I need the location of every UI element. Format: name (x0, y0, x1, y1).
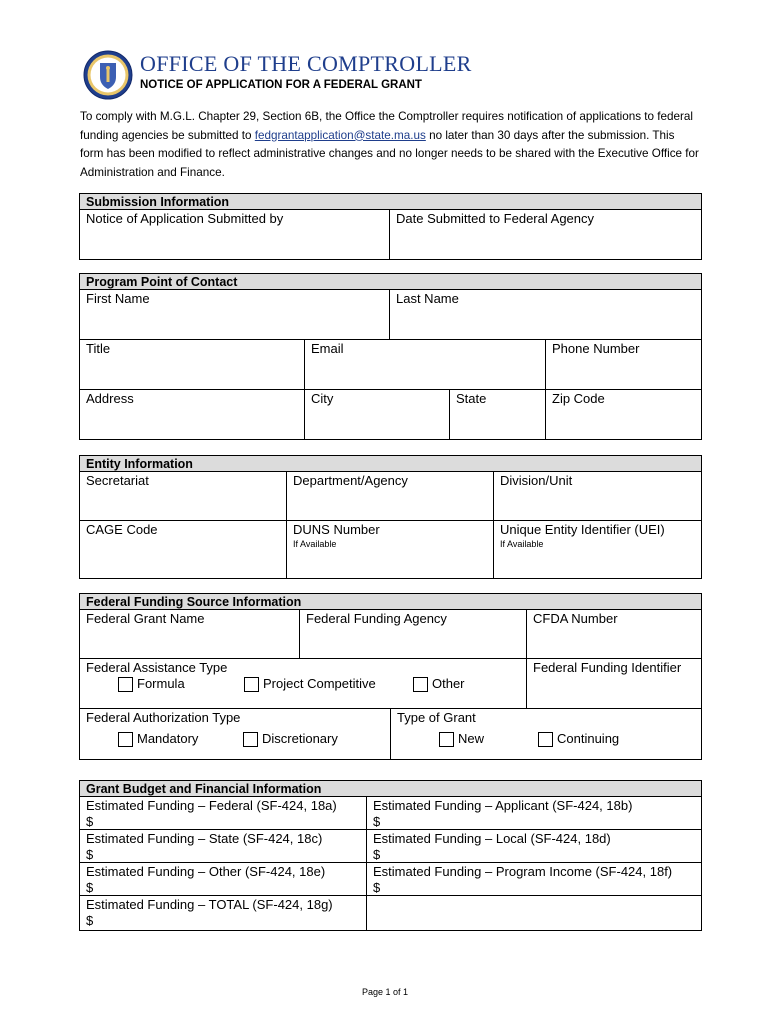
field-label: Zip Code (552, 391, 605, 406)
formula-checkbox[interactable] (118, 677, 133, 692)
option-label: New (458, 731, 485, 746)
state-funding-field[interactable] (80, 830, 367, 862)
field-label: Title (86, 341, 111, 356)
last-name-field[interactable] (390, 290, 701, 339)
local-funding-field[interactable] (367, 830, 701, 862)
field-label: Date Submitted to Federal Agency (396, 211, 595, 226)
new-checkbox[interactable] (439, 732, 454, 747)
option-label: Project Competitive (263, 676, 376, 691)
uei-field[interactable] (494, 521, 701, 578)
field-label: Department/Agency (293, 473, 408, 488)
new-option[interactable] (439, 731, 484, 747)
address-field[interactable] (80, 390, 305, 439)
section-title: Grant Budget and Financial Information (80, 781, 701, 797)
field-label: City (311, 391, 334, 406)
currency-symbol: $ (373, 880, 381, 895)
field-label: Federal Assistance Type (86, 660, 228, 675)
section-title: Program Point of Contact (80, 274, 701, 290)
option-label: Mandatory (137, 731, 199, 746)
currency-symbol: $ (373, 847, 381, 862)
field-label: CFDA Number (533, 611, 618, 626)
page-number: Page 1 of 1 (361, 987, 409, 997)
duns-field[interactable] (287, 521, 494, 578)
field-label: Estimated Funding – Other (SF-424, 18e) (86, 864, 326, 879)
discretionary-option[interactable] (243, 731, 338, 747)
currency-symbol: $ (86, 913, 94, 928)
field-label: Unique Entity Identifier (UEI) (500, 522, 665, 537)
grant-type-field (391, 709, 701, 759)
currency-symbol: $ (86, 880, 94, 895)
field-label: Email (311, 341, 344, 356)
field-label: Address (86, 391, 134, 406)
entity-section (79, 455, 702, 579)
funding-identifier-field[interactable] (527, 659, 701, 708)
option-label: Continuing (557, 731, 620, 746)
field-label: First Name (86, 291, 150, 306)
total-funding-field[interactable] (80, 896, 367, 930)
discretionary-checkbox[interactable] (243, 732, 258, 747)
title-field[interactable] (80, 340, 305, 389)
field-label: Notice of Application Submitted by (86, 211, 284, 226)
date-submitted-field[interactable] (390, 210, 701, 259)
field-label: CAGE Code (86, 522, 158, 537)
field-label: Estimated Funding – Applicant (SF-424, 18b) (373, 798, 633, 813)
field-label: Type of Grant (397, 710, 476, 725)
office-title: OFFICE OF THE COMPTROLLER (140, 51, 472, 76)
cfda-field[interactable] (527, 610, 701, 658)
phone-field[interactable] (546, 340, 701, 389)
field-note: If Available (293, 539, 337, 549)
contact-section (79, 273, 702, 440)
field-label: Estimated Funding – TOTAL (SF-424, 18g) (86, 897, 333, 912)
email-field[interactable] (305, 340, 546, 389)
field-label: Last Name (396, 291, 459, 306)
other-option[interactable] (413, 676, 465, 692)
division-field[interactable] (494, 472, 701, 520)
program-income-field[interactable] (367, 863, 701, 895)
field-label: Federal Grant Name (86, 611, 205, 626)
massachusetts-seal-icon (83, 50, 133, 100)
field-note: If Available (500, 539, 544, 549)
intro-text-after: no later than 30 days after the submission. This form has been modified to reflect administrative changes and no longer needs to be shared with the Executive Office for Administration and Finance. (80, 128, 699, 179)
option-label: Formula (137, 676, 185, 691)
grant-name-field[interactable] (80, 610, 300, 658)
other-checkbox[interactable] (413, 677, 428, 692)
submitted-by-field[interactable] (80, 210, 390, 259)
formula-option[interactable] (118, 676, 185, 692)
intro-text-before: To comply with M.G.L. Chapter 29, Section 6B, the Office the Comptroller requires notification of applications to federal funding agencies be submitted to (80, 110, 694, 142)
option-label: Discretionary (262, 731, 338, 746)
city-field[interactable] (305, 390, 450, 439)
field-label: Estimated Funding – Federal (SF-424, 18a) (86, 798, 337, 813)
assistance-type-field (80, 659, 527, 708)
state-field[interactable] (450, 390, 546, 439)
mandatory-option[interactable] (118, 731, 198, 747)
currency-symbol: $ (86, 847, 94, 862)
first-name-field[interactable] (80, 290, 390, 339)
currency-symbol: $ (373, 814, 381, 829)
authorization-type-field (80, 709, 391, 759)
field-label: Division/Unit (500, 473, 573, 488)
field-label: Federal Funding Identifier (533, 660, 682, 675)
field-label: Federal Funding Agency (306, 611, 447, 626)
currency-symbol: $ (86, 814, 94, 829)
field-label: Estimated Funding – Program Income (SF-424, 18f) (373, 864, 673, 879)
federal-funding-field[interactable] (80, 797, 367, 829)
field-label: Phone Number (552, 341, 640, 356)
applicant-funding-field[interactable] (367, 797, 701, 829)
budget-section (79, 780, 702, 931)
other-funding-field[interactable] (80, 863, 367, 895)
cage-code-field[interactable] (80, 521, 287, 578)
field-label: DUNS Number (293, 522, 380, 537)
department-field[interactable] (287, 472, 494, 520)
field-label: Federal Authorization Type (86, 710, 241, 725)
secretariat-field[interactable] (80, 472, 287, 520)
section-title: Submission Information (80, 194, 701, 210)
funding-source-section (79, 593, 702, 760)
field-label: Secretariat (86, 473, 149, 488)
submission-section (79, 193, 702, 260)
form-subtitle: NOTICE OF APPLICATION FOR A FEDERAL GRANT (140, 79, 422, 91)
zip-field[interactable] (546, 390, 701, 439)
option-label: Other (432, 676, 465, 691)
field-label: Estimated Funding – State (SF-424, 18c) (86, 831, 323, 846)
intro-paragraph (80, 108, 700, 182)
project-competitive-option[interactable] (244, 676, 376, 692)
section-title: Federal Funding Source Information (80, 594, 701, 610)
field-label: Estimated Funding – Local (SF-424, 18d) (373, 831, 611, 846)
mandatory-checkbox[interactable] (118, 732, 133, 747)
field-label: State (456, 391, 487, 406)
section-title: Entity Information (80, 456, 701, 472)
email-link[interactable]: fedgrantapplication@state.ma.us (254, 128, 426, 142)
continuing-checkbox[interactable] (538, 732, 553, 747)
project-competitive-checkbox[interactable] (244, 677, 259, 692)
empty-cell (367, 896, 701, 930)
funding-agency-field[interactable] (300, 610, 527, 658)
continuing-option[interactable] (538, 731, 619, 747)
